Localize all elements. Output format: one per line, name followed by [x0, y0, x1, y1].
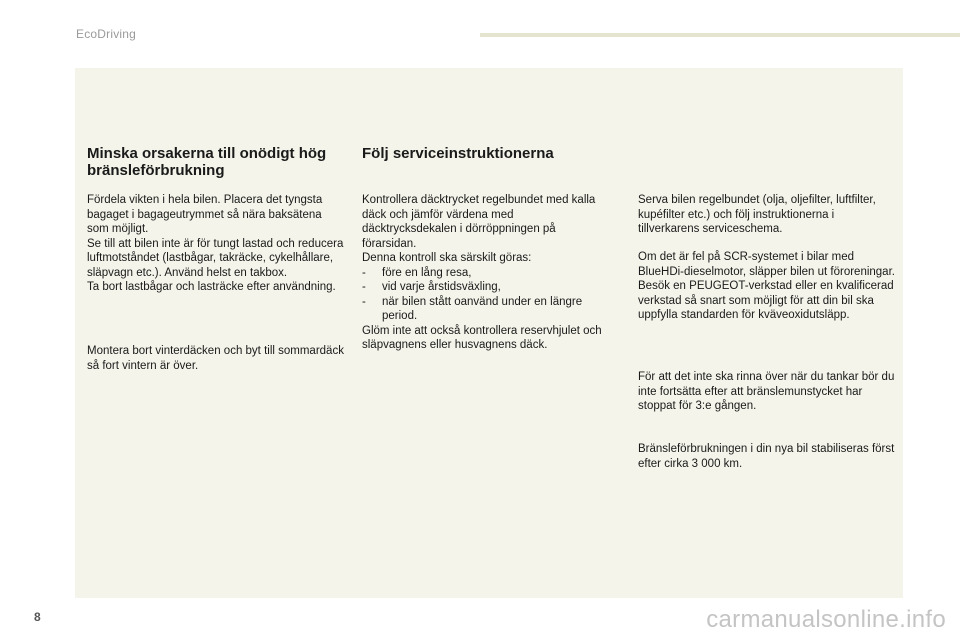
- list-item-text: vid varje årstidsväxling,: [382, 281, 501, 293]
- section-label: EcoDriving: [76, 27, 137, 41]
- paragraph-weight-distribution: Fördela vikten i hela bilen. Placera det tyngsta bagaget i bagageutrymmet så nära baksätena som möjligt.: [87, 194, 323, 235]
- paragraph-consumption-stabilises: Bränsleförbrukningen i din nya bil stabiliseras först efter cirka 3 000 km.: [638, 443, 895, 470]
- list-dash: -: [362, 281, 366, 293]
- column2-text-block: [362, 193, 607, 353]
- column1-text-block-1: [87, 193, 345, 295]
- paragraph-air-resistance: Se till att bilen inte är för tungt lastad och reducera luftmotståndet (lastbågar, takräcke, cykelhållare, släpvagn etc.). Använd helst en takbox.: [87, 237, 344, 279]
- paragraph-tyre-pressure: Kontrollera däcktrycket regelbundet med kalla däck och jämför värdena med däcktrycksdekalen i dörröppningen på förarsidan.: [362, 194, 596, 250]
- column3-text-block-3: [638, 370, 896, 414]
- paragraph-regular-service: Serva bilen regelbundet (olja, oljefilter, luftfilter, kupéfilter etc.) och följ instruktionerna i tillverkarens serviceschema.: [638, 194, 876, 235]
- header-rule: [480, 33, 960, 37]
- list-item: [362, 280, 607, 295]
- watermark: carmanualsonline.info: [706, 606, 946, 633]
- column3-text-block-4: [638, 442, 896, 471]
- paragraph-scr-system: Om det är fel på SCR-systemet i bilar med BlueHDi-dieselmotor, släpper bilen ut föroreningar. Besök en PEUGEOT-verkstad eller en kvalificerad verkstad så snart som möjligt för att din bil ska uppfylla standarden för kväveoxidutsläpp.: [638, 251, 895, 321]
- paragraph-remove-roof-bars: Ta bort lastbågar och lasträcke efter användning.: [87, 281, 336, 293]
- check-occasions-list: [362, 266, 607, 324]
- column3-text-block-1: [638, 193, 896, 237]
- paragraph-refuelling: För att det inte ska rinna över när du tankar bör du inte fortsätta efter att bränslemunstycket har stoppat för 3:e gången.: [638, 371, 895, 412]
- list-dash: -: [362, 295, 366, 308]
- page-number: 8: [34, 610, 41, 624]
- list-item-text: när bilen stått oanvänd under en längre period.: [382, 295, 583, 322]
- list-dash: -: [362, 266, 366, 279]
- column3-text-block-2: [638, 250, 896, 323]
- list-item-text: före en lång resa,: [382, 266, 472, 279]
- column1-text-block-2: [87, 344, 345, 373]
- paragraph-winter-tyres: Montera bort vinterdäcken och byt till sommardäck så fort vintern är över.: [87, 345, 344, 372]
- heading-reduce-fuel-consumption: Minska orsakerna till onödigt hög bränsleförbrukning: [87, 145, 327, 179]
- paragraph-check-when: Denna kontroll ska särskilt göras:: [362, 252, 532, 264]
- list-item: [362, 295, 607, 324]
- list-item: [362, 266, 607, 281]
- paragraph-spare-wheel: Glöm inte att också kontrollera reservhjulet och släpvagnens eller husvagnens däck.: [362, 324, 602, 351]
- heading-follow-service-instructions: Följ serviceinstruktionerna: [362, 145, 554, 162]
